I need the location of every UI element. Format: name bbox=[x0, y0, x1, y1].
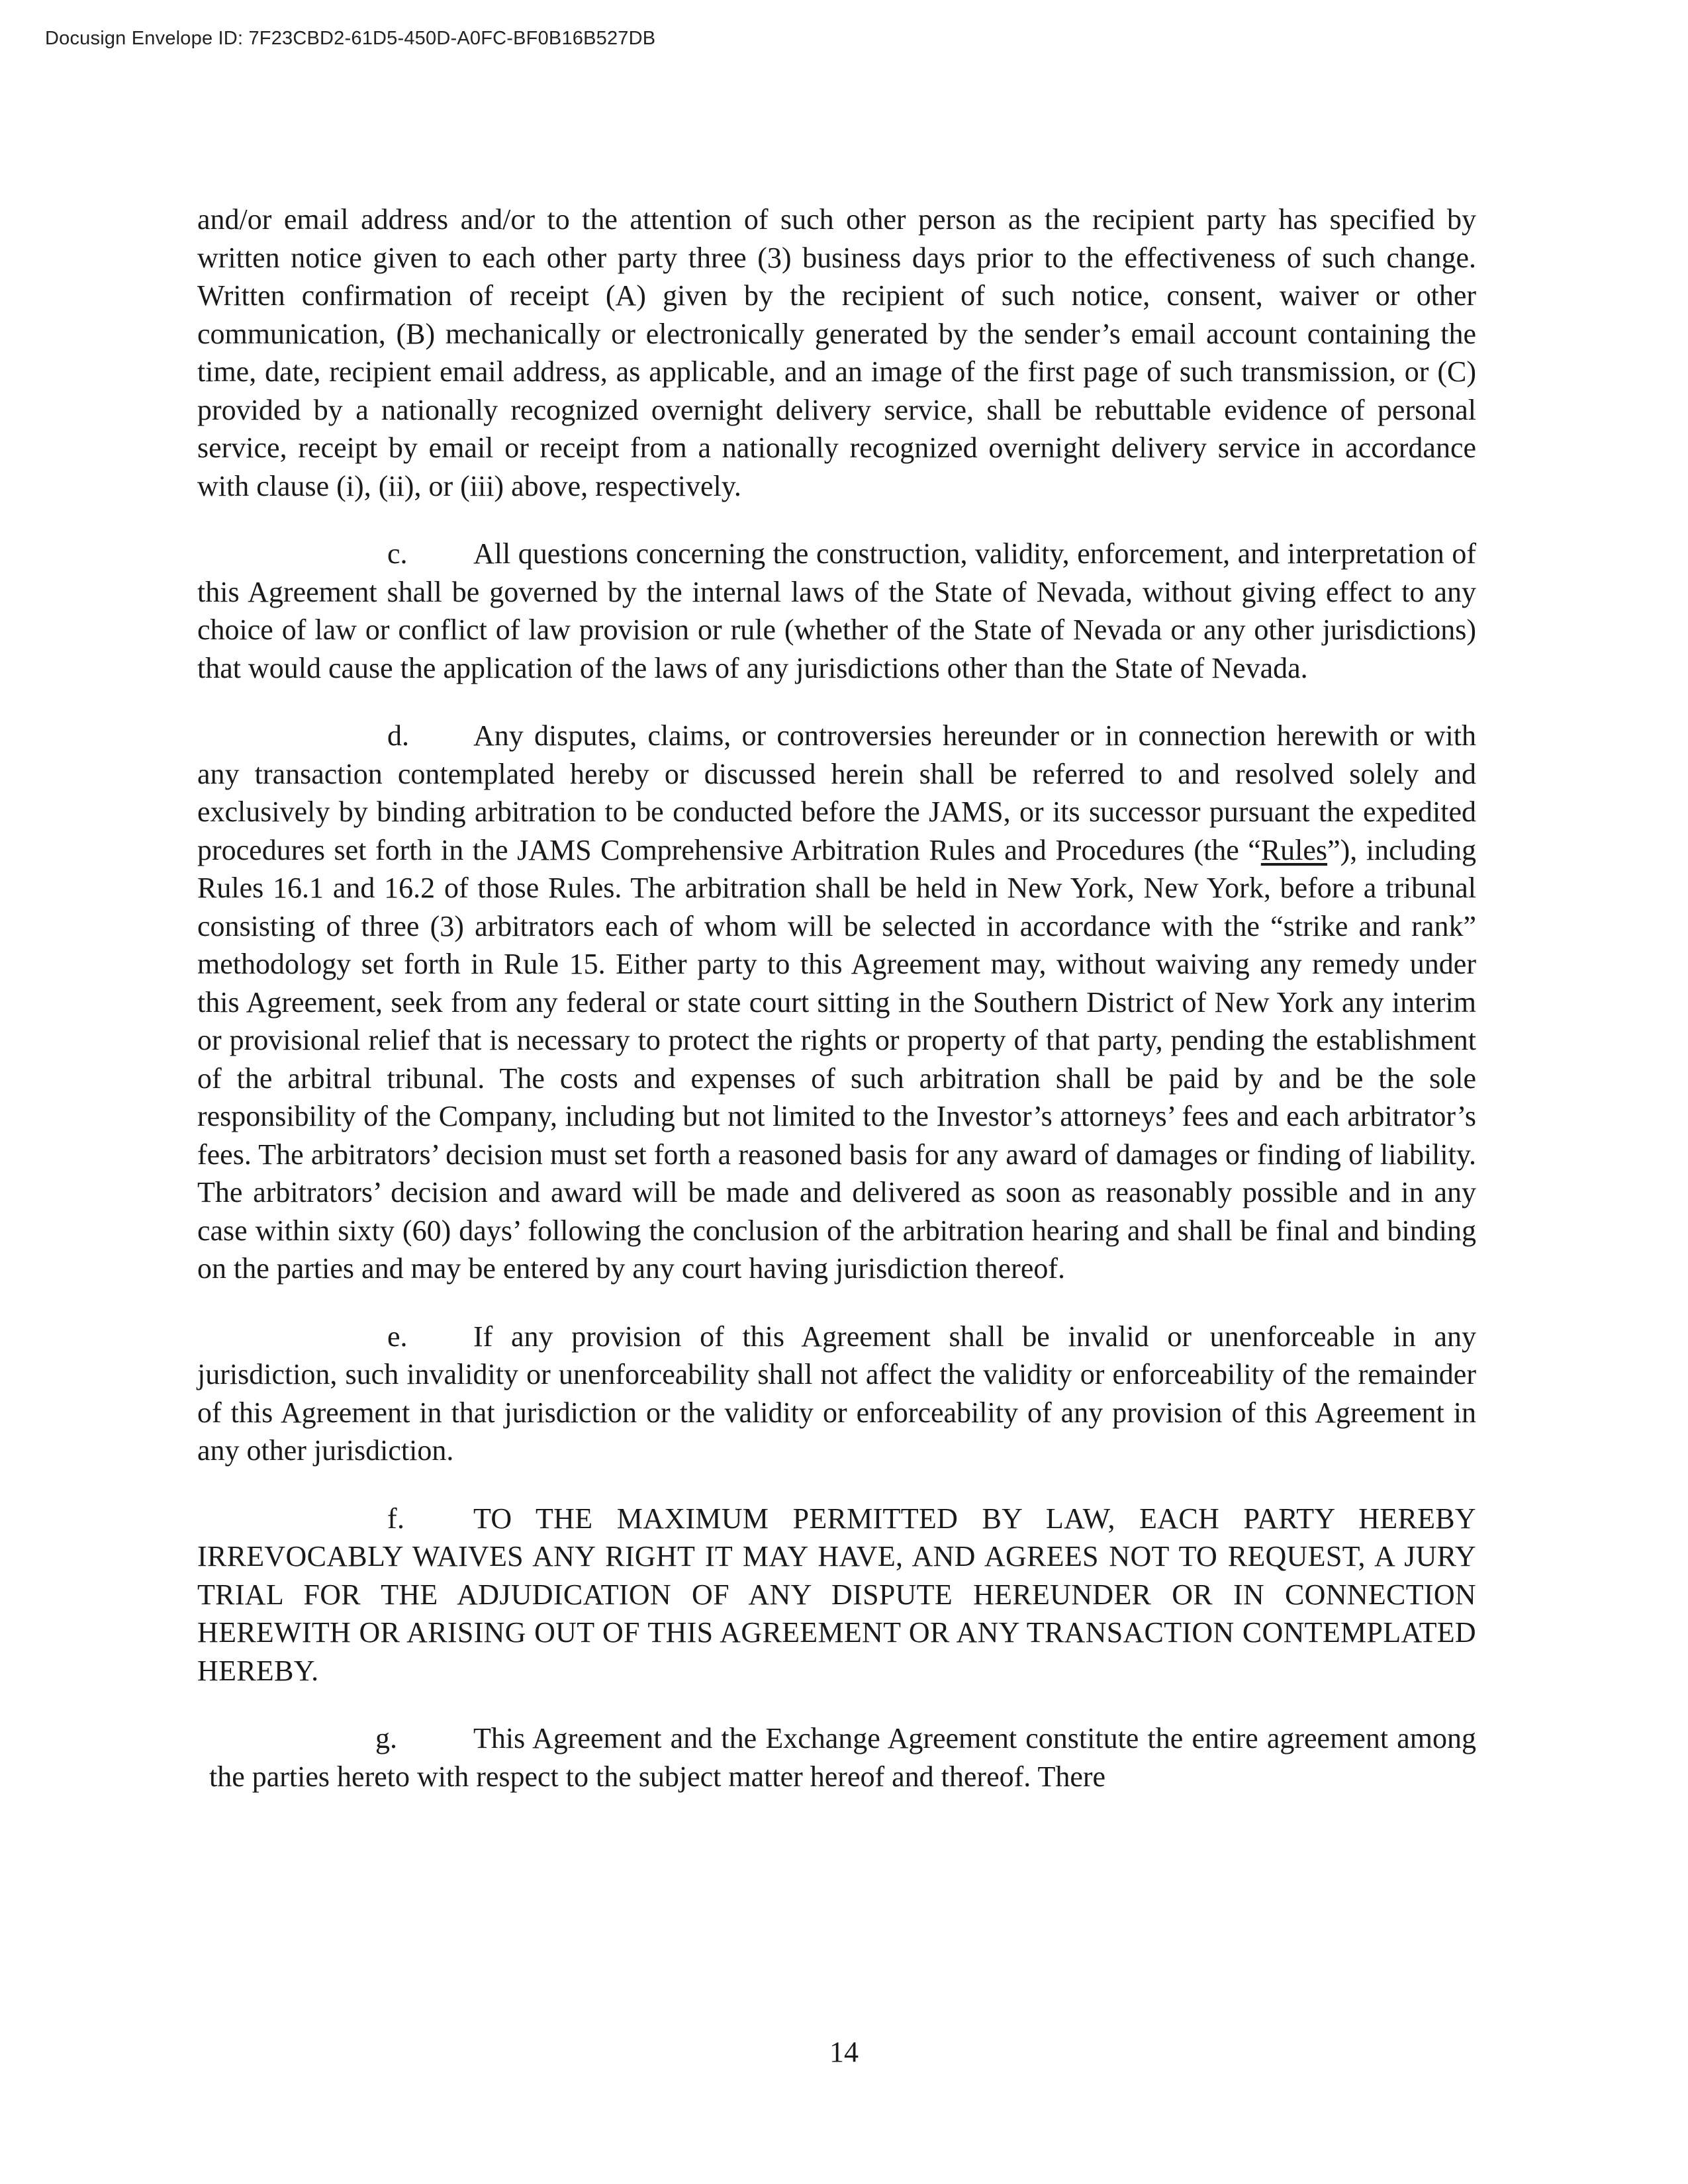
paragraph-f-label: f. bbox=[387, 1502, 405, 1535]
paragraph-c bbox=[197, 535, 1476, 687]
document-body bbox=[197, 201, 1476, 1825]
rules-defined-term: Rules bbox=[1260, 833, 1328, 866]
paragraph-b-continued: and/or email address and/or to the attention of such other person as the recipient party has specified by written notice given to each other party three (3) business days prior to the effectiveness of such change. Written confirmation of receipt (A) given by the recipient of such notice, consent, waiver or other communication, (B) mechanically or electronically generated by the sender’s email account containing the time, date, recipient email address, as applicable, and an image of the first page of such transmission, or (C) provided by a nationally recognized overnight delivery service, shall be rebuttable evidence of personal service, receipt by email or receipt from a nationally recognized overnight delivery service in accordance with clause (i), (ii), or (iii) above, respectively. bbox=[197, 203, 1476, 502]
paragraph-d-text-part1: Any disputes, claims, or controversies hereunder or in connection herewith or with any transaction contemplated hereby or discussed herein shall be referred to and resolved solely and exclusively by binding arbitration to be conducted before the JAMS, or its successor pursuant the expedited procedures set forth in the JAMS Comprehensive Arbitration Rules and Procedures (the “ bbox=[197, 719, 1476, 866]
paragraph-g bbox=[197, 1719, 1476, 1796]
paragraph-e-text: If any provision of this Agreement shall be invalid or unenforceable in any jurisdiction, such invalidity or unenforceability shall not affect the validity or enforceability of the remainder of this Agreement in that jurisdiction or the validity or enforceability of any provision of this Agreement in any other jurisdiction. bbox=[197, 1320, 1476, 1467]
paragraph-d-label: d. bbox=[387, 719, 409, 752]
envelope-id-header: Docusign Envelope ID: 7F23CBD2-61D5-450D-A0FC-BF0B16B527DB bbox=[45, 28, 656, 49]
paragraph-g-label: g. bbox=[375, 1722, 397, 1754]
paragraph-d bbox=[197, 717, 1476, 1288]
page-number: 14 bbox=[829, 2036, 859, 2068]
paragraph-c-text: All questions concerning the construction, validity, enforcement, and interpretation of this Agreement shall be governed by the internal laws of the State of Nevada, without giving effect to any choice of law or conflict of law provision or rule (whether of the State of Nevada or any other jurisdictions) that would cause the application of the laws of any jurisdictions other than the State of Nevada. bbox=[197, 537, 1476, 684]
paragraph-e-label: e. bbox=[387, 1320, 408, 1353]
paragraph-d-text-part2: ”), including Rules 16.1 and 16.2 of those Rules. The arbitration shall be held in New York, New York, before a tribunal consisting of three (3) arbitrators each of whom will be selected in accordance with the “strike and rank” methodology set forth in Rule 15. Either party to this Agreement may, without waiving any remedy under this Agreement, seek from any federal or state court sitting in the Southern District of New York any interim or provisional relief that is necessary to protect the rights or property of that party, pending the establishment of the arbitral tribunal. The costs and expenses of such arbitration shall be paid by and be the sole responsibility of the Company, including but not limited to the Investor’s attorneys’ fees and each arbitrator’s fees. The arbitrators’ decision must set forth a reasoned basis for any award of damages or finding of liability. The arbitrators’ decision and award will be made and delivered as soon as reasonably possible and in any case within sixty (60) days’ following the conclusion of the arbitration hearing and shall be final and binding on the parties and may be entered by any court having jurisdiction thereof. bbox=[197, 833, 1476, 1285]
paragraph-e bbox=[197, 1318, 1476, 1470]
paragraph-f bbox=[197, 1500, 1476, 1690]
paragraph-f-text: TO THE MAXIMUM PERMITTED BY LAW, EACH PARTY HEREBY IRREVOCABLY WAIVES ANY RIGHT IT MAY HAVE, AND AGREES NOT TO REQUEST, A JURY TRIAL FOR THE ADJUDICATION OF ANY DISPUTE HEREUNDER OR IN CONNECTION HEREWITH OR ARISING OUT OF THIS AGREEMENT OR ANY TRANSACTION CONTEMPLATED HEREBY. bbox=[197, 1502, 1476, 1687]
paragraph-c-label: c. bbox=[387, 537, 408, 570]
paragraph-g-text: This Agreement and the Exchange Agreement constitute the entire agreement among the parties hereto with respect to the subject matter hereof and thereof. There bbox=[209, 1722, 1476, 1793]
